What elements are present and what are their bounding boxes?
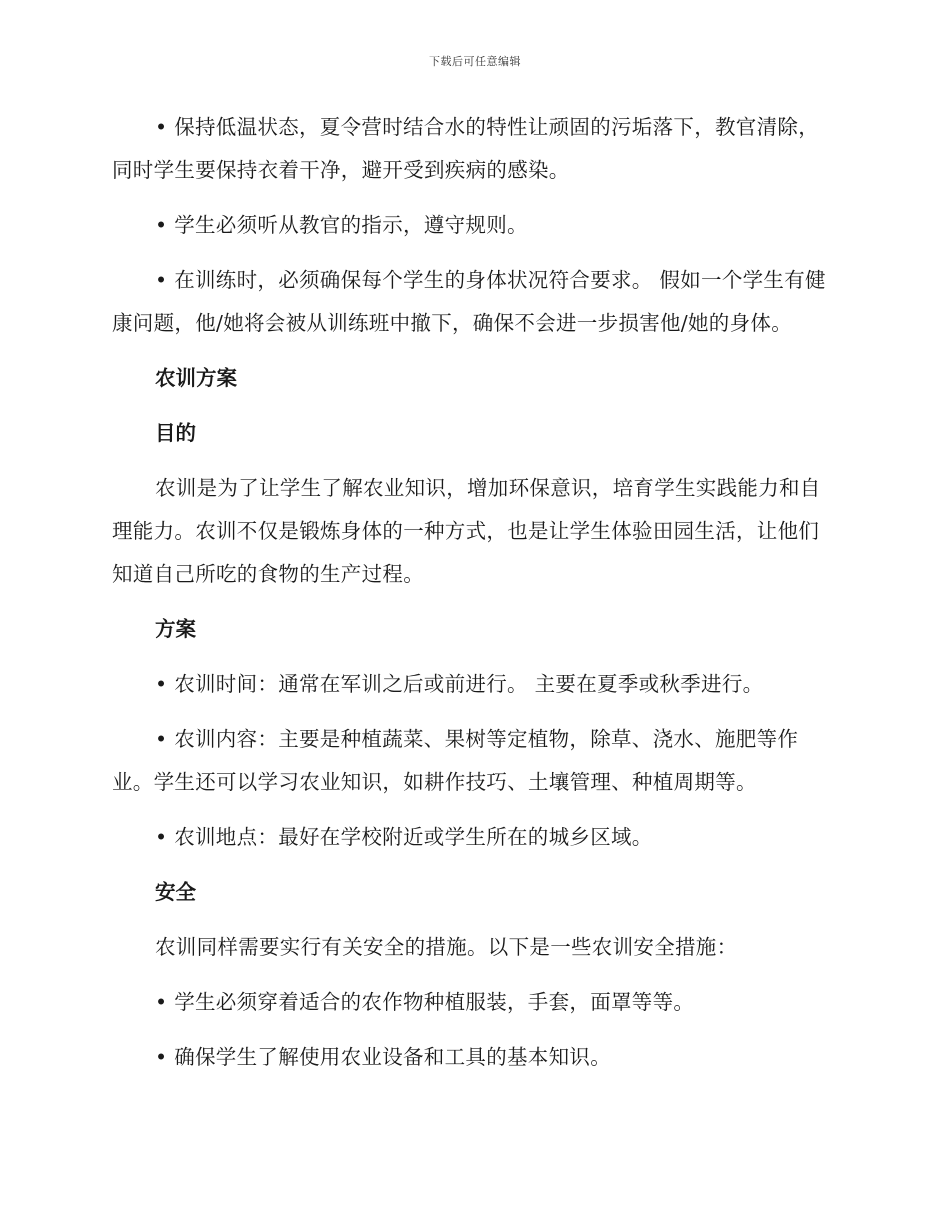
- subheading-purpose: 目的: [155, 421, 196, 445]
- bullet-health-check: • 在训练时，必须确保每个学生的身体状况符合要求。 假如一个学生有健康问题，他/她将会被从训练班中撤下，确保不会进一步损害他/她的身体。: [112, 268, 826, 335]
- subheading-plan: 方案: [155, 617, 196, 641]
- bullet-clothing: • 学生必须穿着适合的农作物种植服装，手套，面罩等等。: [155, 990, 695, 1014]
- safety-intro-paragraph: 农训同样需要实行有关安全的措施。以下是一些农训安全措施：: [155, 935, 738, 959]
- bullet-equipment-knowledge: • 确保学生了解使用农业设备和工具的基本知识。: [155, 1045, 612, 1069]
- bullet-training-content: • 农训内容：主要是种植蔬菜、果树等定植物，除草、浇水、施肥等作业。学生还可以学习农业知识，如耕作技巧、土壤管理、种植周期等。: [112, 727, 799, 794]
- subheading-safety: 安全: [155, 880, 196, 904]
- purpose-paragraph: 农训是为了让学生了解农业知识，增加环保意识，培育学生实践能力和自理能力。农训不仅是锻炼身体的一种方式，也是让学生体验田园生活，让他们知道自己所吃的食物的生产过程。: [112, 476, 821, 586]
- bullet-low-temperature: • 保持低温状态，夏令营时结合水的特性让顽固的污垢落下，教官清除，同时学生要保持衣着干净，避开受到疾病的感染。: [112, 115, 820, 182]
- bullet-obey-instructor: • 学生必须听从教官的指示，遵守规则。: [155, 213, 528, 237]
- page-header: 下载后可任意编辑: [429, 55, 521, 68]
- document-body: [112, 106, 832, 1091]
- bullet-training-time: • 农训时间：通常在军训之后或前进行。 主要在夏季或秋季进行。: [155, 672, 764, 696]
- section-title-farm-training: 农训方案: [155, 366, 237, 390]
- bullet-training-location: • 农训地点：最好在学校附近或学生所在的城乡区域。: [155, 825, 653, 849]
